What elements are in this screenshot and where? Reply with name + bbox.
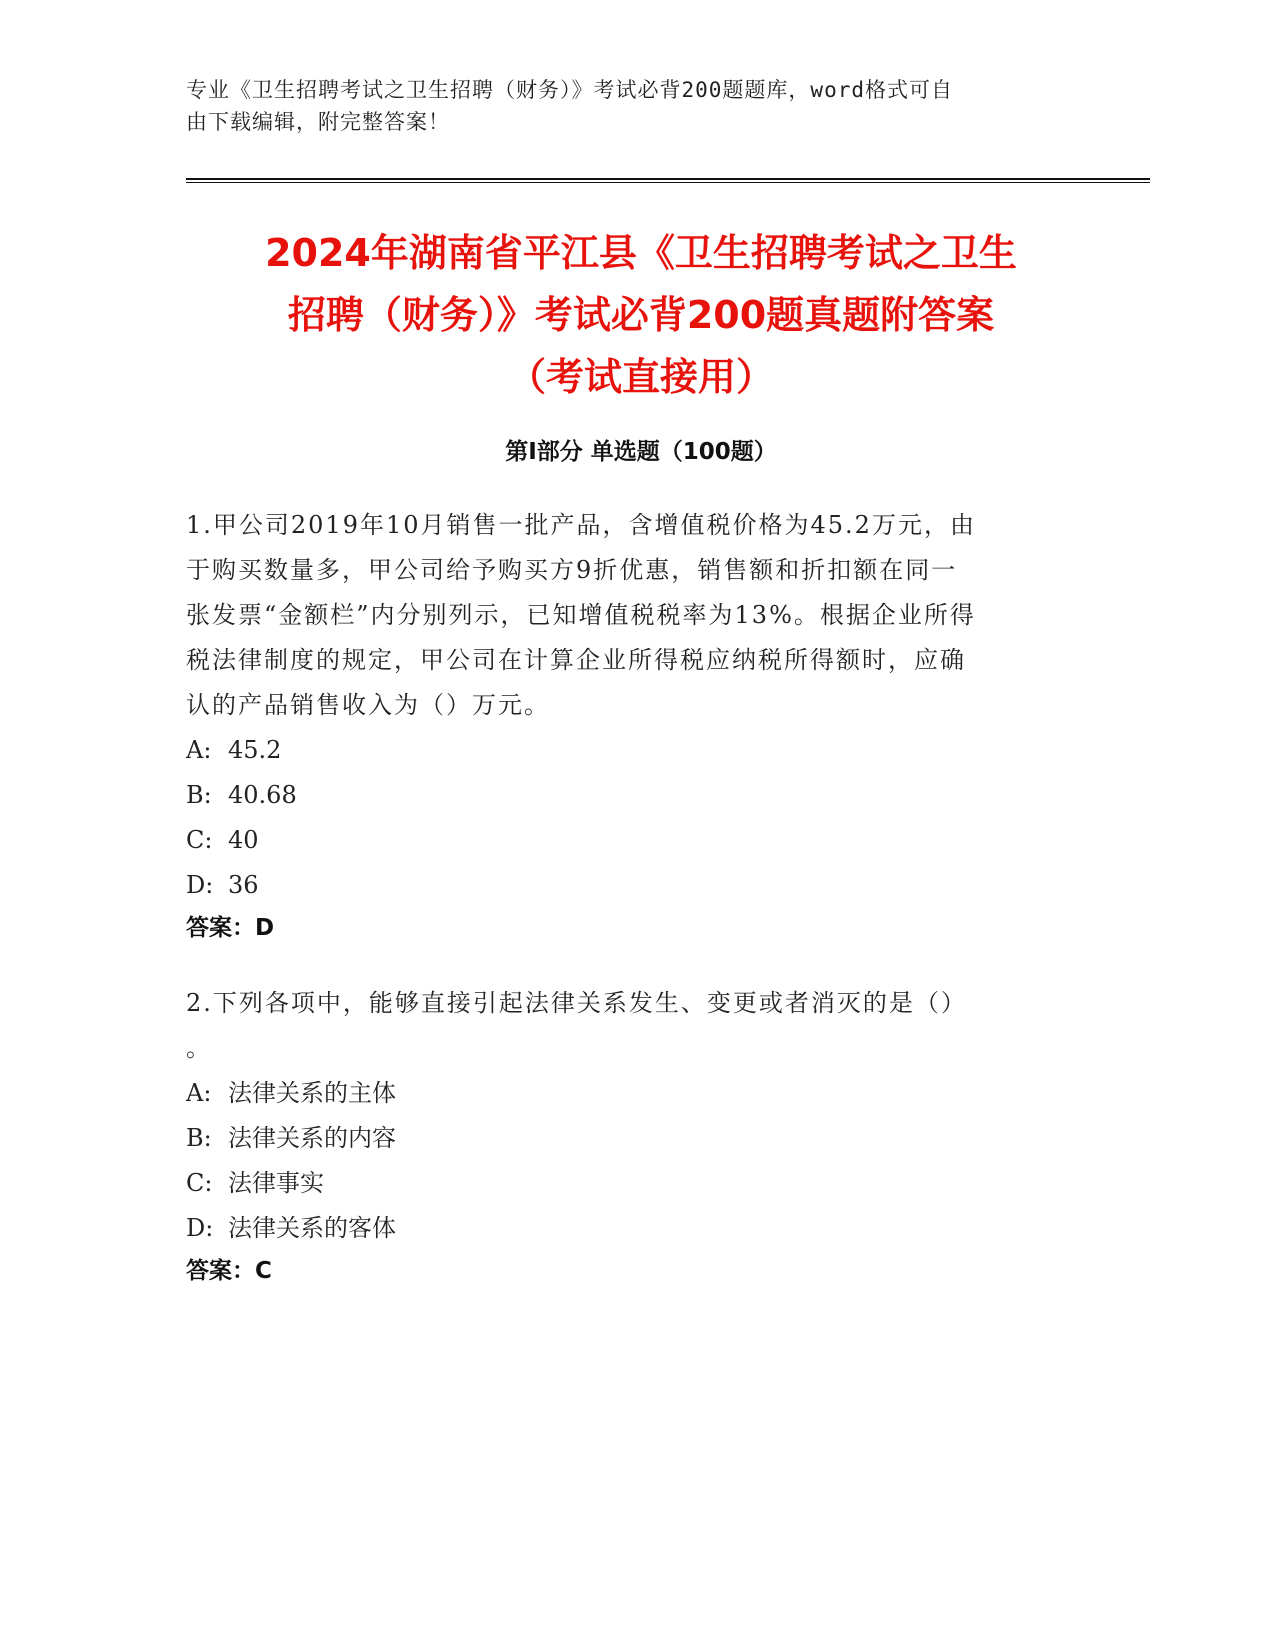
option-text: 法律事实 bbox=[228, 1169, 324, 1197]
option-text: 40 bbox=[228, 826, 259, 854]
option-a bbox=[186, 728, 1086, 773]
stem-line: 2.下列各项中，能够直接引起法律关系发生、变更或者消灭的是（） bbox=[186, 989, 967, 1017]
answer-line: 答案：D bbox=[186, 915, 275, 941]
section-heading: 第Ⅰ部分 单选题（100题） bbox=[505, 439, 777, 465]
option-text: 法律关系的主体 bbox=[228, 1079, 396, 1107]
stem-line: 税法律制度的规定，甲公司在计算企业所得税应纳税所得额时，应确 bbox=[186, 646, 966, 674]
option-letter: A: bbox=[186, 1079, 212, 1107]
option-b bbox=[186, 1116, 1086, 1161]
header-note-line: 专业《卫生招聘考试之卫生招聘（财务）》考试必背200题题库，word格式可自 bbox=[186, 78, 953, 102]
answer-line: 答案：C bbox=[186, 1258, 272, 1284]
question-2 bbox=[186, 981, 1086, 1291]
stem-line: 认的产品销售收入为（）万元。 bbox=[186, 691, 550, 719]
option-b bbox=[186, 773, 1086, 818]
header-divider bbox=[186, 178, 1150, 180]
option-text: 36 bbox=[228, 871, 259, 899]
option-d bbox=[186, 1206, 1086, 1251]
stem-line: 1.甲公司2019年10月销售一批产品，含增值税价格为45.2万元，由 bbox=[186, 511, 976, 539]
title-line: 2024年湖南省平江县《卫生招聘考试之卫生 bbox=[265, 231, 1017, 275]
stem-line: 张发票“金额栏”内分别列示，已知增值税税率为13%。根据企业所得 bbox=[186, 601, 976, 629]
option-d bbox=[186, 863, 1086, 908]
question-stem bbox=[186, 503, 1086, 728]
stem-line: 。 bbox=[186, 1034, 212, 1062]
option-text: 法律关系的客体 bbox=[228, 1214, 396, 1242]
option-c bbox=[186, 818, 1086, 863]
title-line: 招聘（财务）》考试必背200题真题附答案 bbox=[287, 293, 995, 337]
option-c bbox=[186, 1161, 1086, 1206]
option-letter: D: bbox=[186, 871, 214, 899]
option-letter: C: bbox=[186, 1169, 213, 1197]
option-letter: C: bbox=[186, 826, 213, 854]
option-text: 法律关系的内容 bbox=[228, 1124, 396, 1152]
document-title bbox=[186, 222, 1096, 408]
question-stem bbox=[186, 981, 1086, 1071]
option-text: 40.68 bbox=[228, 781, 297, 809]
option-text: 45.2 bbox=[228, 736, 282, 764]
stem-line: 于购买数量多，甲公司给予购买方9折优惠，销售额和折扣额在同一 bbox=[186, 556, 958, 584]
option-a bbox=[186, 1071, 1086, 1116]
header-note-line: 由下载编辑，附完整答案！ bbox=[186, 110, 450, 134]
title-line: （考试直接用） bbox=[507, 355, 774, 399]
header-note bbox=[186, 74, 1086, 138]
question-1 bbox=[186, 503, 1086, 948]
option-letter: B: bbox=[186, 1124, 212, 1152]
option-letter: A: bbox=[186, 736, 212, 764]
header-divider-thin bbox=[186, 182, 1150, 183]
option-letter: B: bbox=[186, 781, 212, 809]
option-letter: D: bbox=[186, 1214, 214, 1242]
